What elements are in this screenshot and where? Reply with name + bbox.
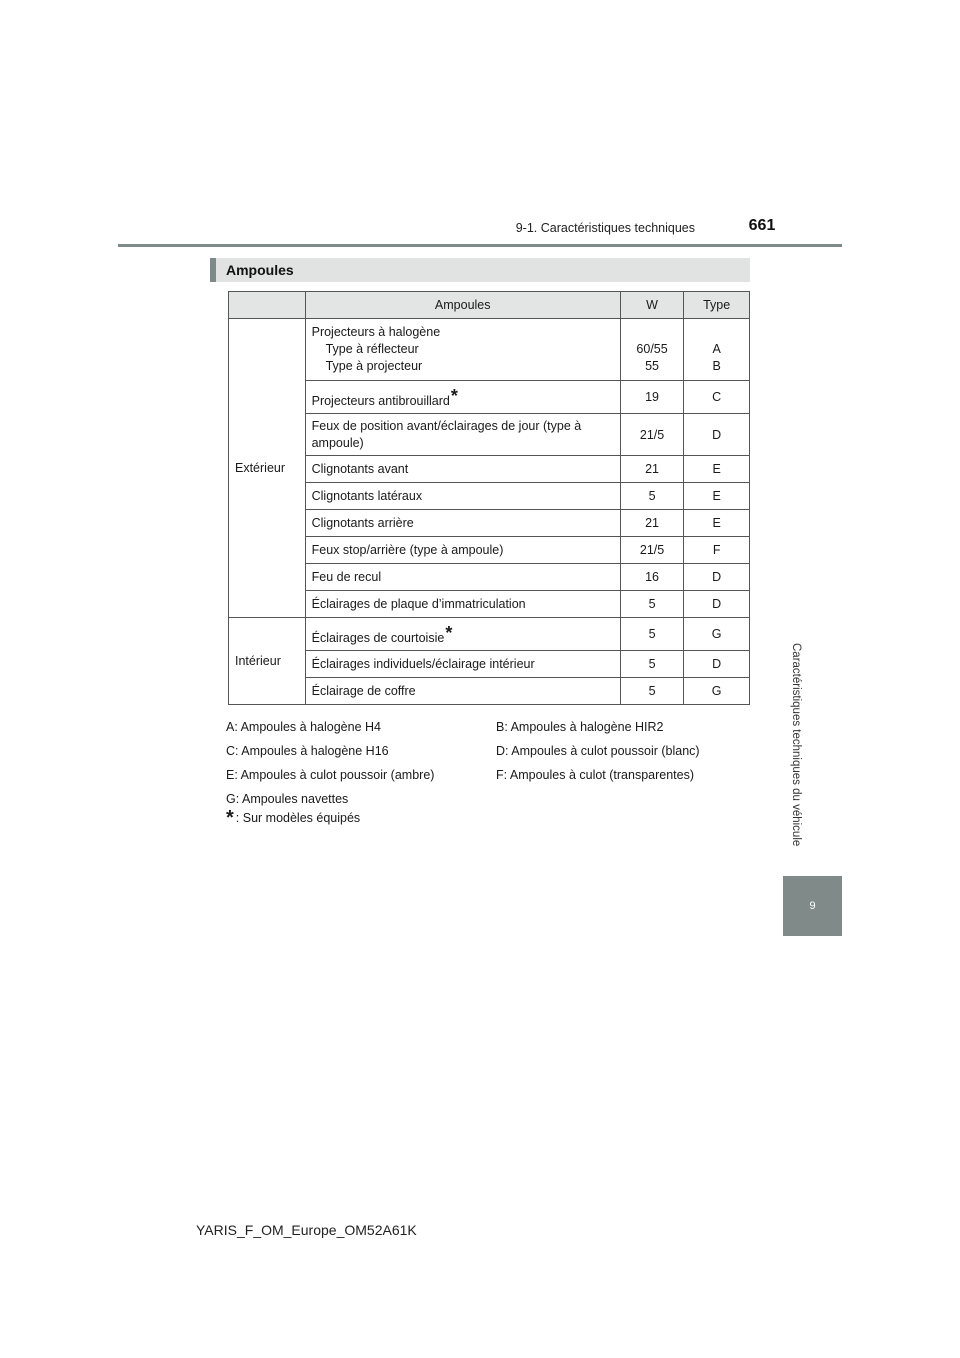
table-row — [229, 564, 750, 591]
table-row — [229, 651, 750, 678]
legend-item-e: E: Ampoules à culot poussoir (ambre) — [226, 768, 435, 782]
bulb-name: Clignotants avant — [305, 456, 620, 483]
bulb-watt: 21 — [620, 456, 683, 483]
footnote-star: * — [445, 623, 453, 643]
bulb-type: D — [684, 651, 750, 678]
bulb-type: E — [684, 510, 750, 537]
bulb-watt: 16 — [620, 564, 683, 591]
bulb-name: Éclairages de courtoisie* — [305, 618, 620, 651]
table-row — [229, 618, 750, 651]
table-row — [229, 483, 750, 510]
bulb-type: D — [684, 591, 750, 618]
table-header-type: Type — [684, 292, 750, 319]
table-row — [229, 678, 750, 705]
table-header-bulbs: Ampoules — [305, 292, 620, 319]
bulb-type — [684, 319, 750, 381]
bulb-type: E — [684, 456, 750, 483]
bulb-watt: 5 — [620, 618, 683, 651]
bulb-watt — [620, 319, 683, 381]
bulb-type: F — [684, 537, 750, 564]
table-row — [229, 510, 750, 537]
bulb-type: G — [684, 678, 750, 705]
bulb-name — [305, 319, 620, 381]
bulbs-table — [228, 291, 750, 705]
bulb-name: Éclairages de plaque d’immatriculation — [305, 591, 620, 618]
bulb-type: D — [684, 414, 750, 456]
bulb-watt: 5 — [620, 651, 683, 678]
table-row — [229, 456, 750, 483]
bulb-name: Éclairage de coffre — [305, 678, 620, 705]
legend-item-f: F: Ampoules à culot (transparentes) — [496, 768, 695, 782]
bulb-watt: 21 — [620, 510, 683, 537]
legend-row — [226, 739, 766, 763]
bulb-type-legend — [226, 715, 766, 811]
legend-item-d: D: Ampoules à culot poussoir (blanc) — [496, 744, 700, 758]
bulb-watt: 21/5 — [620, 537, 683, 564]
table-header-watt: W — [620, 292, 683, 319]
bulb-name: Feux de position avant/éclairages de jour (type à ampoule) — [305, 414, 620, 456]
bulb-name: Feux stop/arrière (type à ampoule) — [305, 537, 620, 564]
bulb-type-value: B — [712, 359, 721, 373]
bulb-watt: 21/5 — [620, 414, 683, 456]
bulb-watt: 5 — [620, 483, 683, 510]
legend-item-g: G: Ampoules navettes — [226, 792, 349, 806]
bulb-name: Feu de recul — [305, 564, 620, 591]
chapter-tab-label: Caractéristiques techniques du véhicule — [790, 643, 802, 847]
running-header-section: 9-1. Caractéristiques techniques — [515, 221, 695, 235]
table-row — [229, 381, 750, 414]
section-heading — [210, 258, 750, 282]
bulb-type: E — [684, 483, 750, 510]
bulb-subtype: Type à projecteur — [325, 359, 423, 373]
footnote-text: : Sur modèles équipés — [235, 811, 361, 825]
footnote — [226, 808, 360, 828]
bulb-name: Clignotants latéraux — [305, 483, 620, 510]
bulb-type: C — [684, 381, 750, 414]
table-row — [229, 319, 750, 381]
bulb-watt: 5 — [620, 678, 683, 705]
table-row — [229, 591, 750, 618]
bulb-type: G — [684, 618, 750, 651]
table-header-category — [229, 292, 306, 319]
footnote-star: * — [450, 386, 458, 406]
table-header-row — [229, 292, 750, 319]
bulb-type-value: A — [712, 342, 721, 356]
bulb-name-main: Projecteurs à halogène — [311, 325, 441, 339]
legend-item-c: C: Ampoules à halogène H16 — [226, 744, 389, 758]
footnote-star: * — [226, 807, 234, 829]
legend-item-b: B: Ampoules à halogène HIR2 — [496, 720, 664, 734]
bulb-name: Éclairages individuels/éclairage intérieur — [305, 651, 620, 678]
bulb-watt: 5 — [620, 591, 683, 618]
chapter-tab[interactable] — [783, 876, 842, 936]
legend-row — [226, 715, 766, 739]
bulb-watt-value: 60/55 — [636, 342, 668, 356]
category-exterior: Extérieur — [229, 319, 306, 618]
footer-doc-code: YARIS_F_OM_Europe_OM52A61K — [196, 1222, 417, 1238]
section-title: Ampoules — [226, 262, 294, 278]
bulb-watt: 19 — [620, 381, 683, 414]
bulb-type: D — [684, 564, 750, 591]
table-row — [229, 537, 750, 564]
table-row — [229, 414, 750, 456]
page-number: 661 — [748, 217, 776, 234]
bulb-name: Projecteurs antibrouillard* — [305, 381, 620, 414]
legend-row — [226, 763, 766, 787]
legend-item-a: A: Ampoules à halogène H4 — [226, 720, 381, 734]
bulb-name: Clignotants arrière — [305, 510, 620, 537]
category-interior: Intérieur — [229, 618, 306, 705]
bulb-subtype: Type à réflecteur — [325, 342, 419, 356]
chapter-tab-number: 9 — [809, 900, 816, 912]
header-divider — [118, 244, 842, 247]
bulb-watt-value: 55 — [645, 359, 660, 373]
